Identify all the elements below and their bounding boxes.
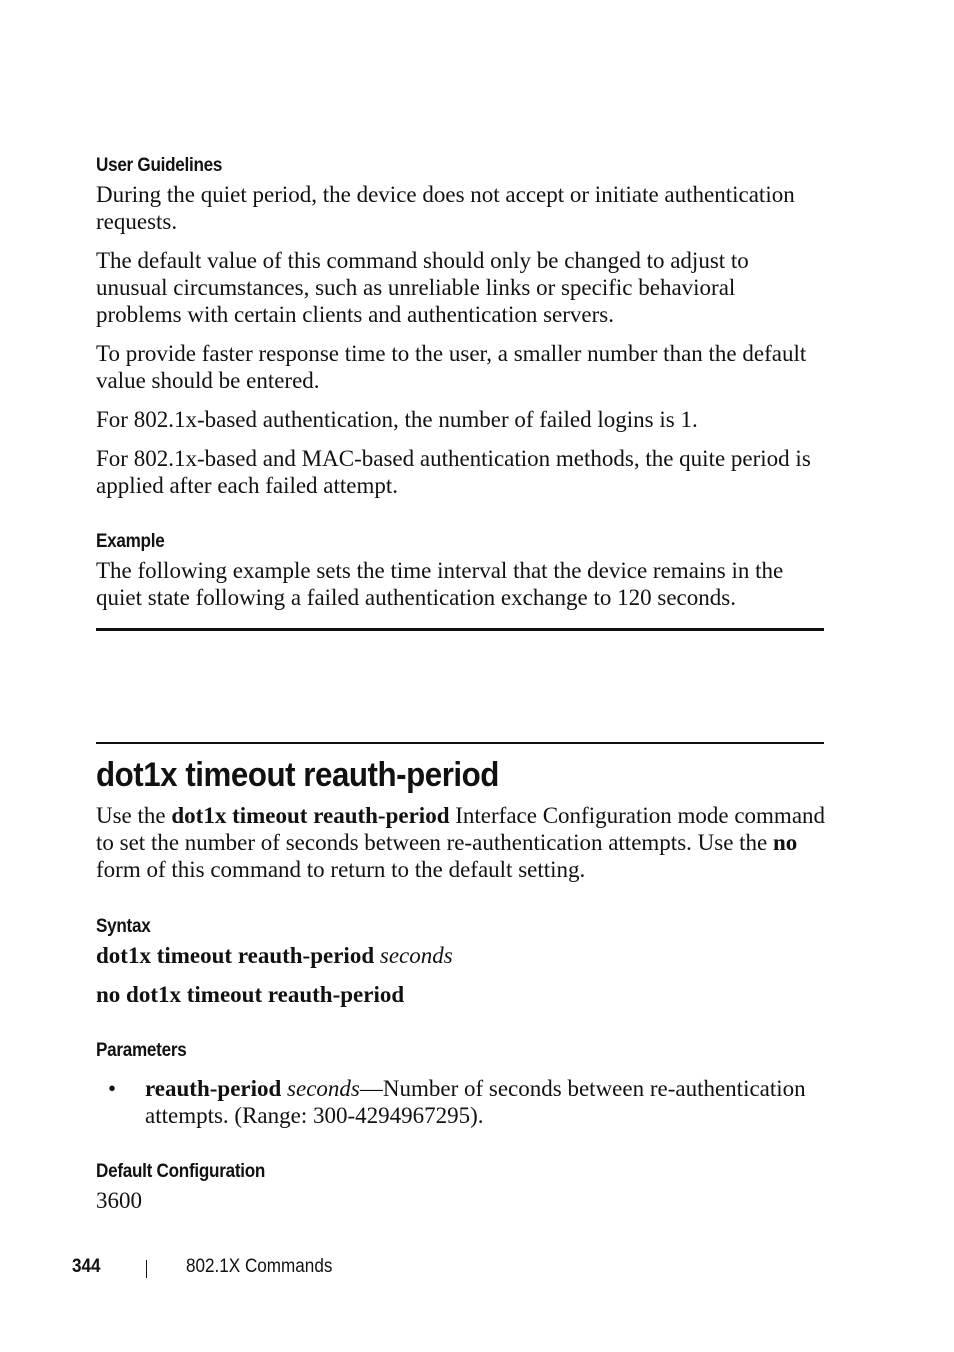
section-start-rule — [96, 742, 824, 744]
footer-chapter-title: 802.1X Commands — [186, 1256, 333, 1277]
user-guidelines-paragraph-3: To provide faster response time to the user, a smaller number than the default value should be entered. — [96, 341, 807, 393]
syntax-command: dot1x timeout reauth-period — [96, 943, 375, 968]
example-heading: Example — [96, 531, 165, 552]
default-configuration-heading: Default Configuration — [96, 1161, 266, 1182]
user-guidelines-paragraph-4: For 802.1x-based authentication, the number of failed logins is 1. — [96, 407, 698, 432]
parameters-heading: Parameters — [96, 1040, 187, 1061]
user-guidelines-paragraph-1: During the quiet period, the device does not accept or initiate authentication requests. — [96, 182, 795, 234]
syntax-line-2 — [96, 981, 826, 1008]
user-guidelines-paragraph-2: The default value of this command should only be changed to adjust to unusual circumstances, such as unreliable links or specific behavioral problems with certain clients and authentication servers. — [96, 248, 749, 327]
parameter-description: —Number of seconds between re-authentication attempts. (Range: 300-4294967295). — [145, 1076, 806, 1128]
intro-suffix: Interface Configuration mode command to set the number of seconds between re-authentication attempts. Use the — [96, 803, 826, 855]
syntax-line-1 — [96, 942, 826, 969]
command-title: dot1x timeout reauth-period — [96, 756, 499, 794]
bullet: • — [108, 1076, 117, 1101]
syntax-no-command: no dot1x timeout reauth-period — [96, 982, 405, 1007]
user-guidelines-heading: User Guidelines — [96, 155, 223, 176]
footer-separator — [146, 1260, 147, 1278]
page-number: 344 — [72, 1256, 101, 1277]
intro-end: form of this command to return to the default setting. — [96, 857, 586, 882]
user-guidelines-paragraph-5: For 802.1x-based and MAC-based authentication methods, the quite period is applied after each failed attempt. — [96, 446, 811, 498]
default-configuration-value: 3600 — [96, 1188, 142, 1213]
intro-prefix: Use the — [96, 803, 172, 828]
intro-command: dot1x timeout reauth-period — [171, 803, 450, 828]
intro-no-keyword: no — [773, 830, 798, 855]
section-end-rule — [96, 628, 824, 631]
parameter-item — [145, 1075, 825, 1129]
syntax-heading: Syntax — [96, 916, 151, 937]
syntax-param: seconds — [379, 943, 453, 968]
parameter-arg: seconds — [287, 1076, 360, 1101]
parameter-name: reauth-period — [145, 1076, 282, 1101]
command-intro — [96, 802, 826, 883]
example-paragraph: The following example sets the time interval that the device remains in the quiet state following a failed authentication exchange to 120 seconds. — [96, 558, 784, 610]
